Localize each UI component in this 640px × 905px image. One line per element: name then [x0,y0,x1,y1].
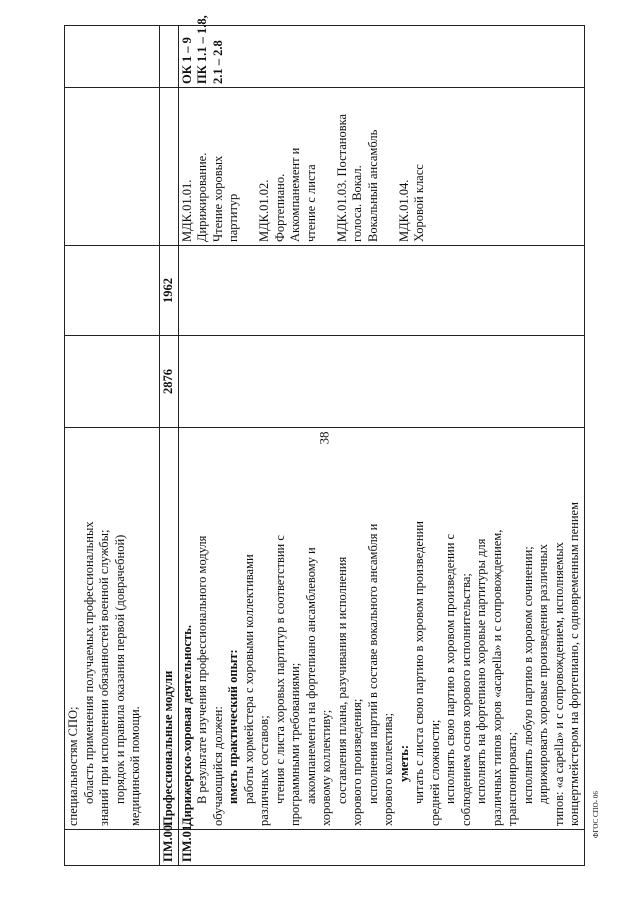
pm00-title: Профессиональные модули [160,428,179,830]
footer-label: ФГОС СПО- 06 [592,791,600,838]
mdk-line: Чтение хоровых [210,155,225,242]
standard-table [64,15,585,866]
mdk-line: МДК.01.01. [179,179,194,242]
pm01-line: иметь практический опыт: [226,649,240,804]
pm01-line: транспонировать; [505,731,519,826]
pm01-line: исполнять любую партию в хоровом сочинении; [520,546,535,804]
row0-line: порядок и правила оказания первой (доврачебной) [112,534,127,804]
pm01-line: хорового произведения; [350,698,364,826]
row0-competencies-cell [65,26,160,88]
pm01-line: различных составов; [257,715,271,826]
mdk-line [381,91,397,242]
table-row-pm01 [178,26,584,866]
competency-line: ПК 1.1 – 1.8, [195,15,209,84]
mdk-line: Фортепиано. [272,173,287,242]
pm01-line: различных типов хоров «acapella» и с сопровождением, [489,529,504,826]
pm01-total-cell [178,336,584,428]
pm01-lines [180,431,583,826]
pm01-line: хоровому коллективу; [319,709,333,826]
pm01-line: соблюдением основ хорового исполнительства; [458,573,473,826]
pm01-line: читать с листа свою партию в хоровом произведении [412,521,426,804]
pm01-line: составления плана, разучивания и исполнения [334,556,349,804]
mdk-line: Дирижирование. [195,152,209,242]
pm01-line: дирижировать хоровые произведения различных [536,543,550,804]
row0-line: область применения получаемых профессиональных [81,521,96,804]
pm01-line: средней сложности; [427,719,442,826]
mdk-line: Аккомпанемент и [288,147,302,242]
table-row-pm00 [160,26,179,866]
pm00-hours: 1962 [160,246,179,336]
pm01-line: исполнять на фортепиано хоровые партитуры для [474,538,488,804]
mdk-line: голоса. Вокал. [350,165,364,242]
mdk-line [319,91,335,242]
competency-line: ОК 1 – 9 [179,37,194,84]
mdk-line: чтение с листа [303,164,318,242]
row0-content-cell [65,428,160,830]
pm01-line: уметь: [396,744,411,782]
mdk-line: МДК.01.04. [396,179,411,242]
mdk-line: МДК.01.02. [257,179,271,242]
row0-line: знаний при исполнении обязанностей военной службы; [97,529,111,826]
pm00-competencies-cell [160,26,179,88]
row0-mdk-cell [65,88,160,246]
pm01-competencies-cell [178,15,584,88]
pm00-total: 2876 [160,336,179,428]
competency-list [179,15,227,84]
pm01-line: типов: «а capella» и с сопровождением, исполняемых [551,542,566,826]
row0-code-cell [65,830,160,866]
mdk-line: Хоровой класс [412,164,426,242]
rotated-table-container [64,15,640,866]
pm01-line: аккомпанемента на фортепиано ансамблевому и [303,547,318,804]
row0-line: специальностям СПО; [66,706,80,826]
pm01-line: обучающийся должен: [210,706,225,826]
pm01-line: исполнения партий в составе вокального ансамбля и [365,523,380,804]
pm01-line: работы хормейстера с хоровыми коллективами [241,554,256,804]
pm01-line: чтения с листа хоровых партитур в соответствии с [272,535,287,804]
mdk-line: Вокальный ансамбль [365,129,380,242]
pm01-hours-cell [178,246,584,336]
row0-line: медицинской помощи. [128,706,142,826]
table-row-continuation [65,26,160,866]
mdk-line: МДК.01.03. Постановка [334,113,349,242]
competency-line: 2.1 – 2.8 [210,40,225,84]
pm01-content-cell [178,428,584,830]
pm00-code: ПМ.00. [160,830,179,866]
pm01-line: хорового коллектива; [381,712,395,826]
pm00-mdk-cell [160,88,179,246]
mdk-list [180,91,428,242]
mdk-line: партитур [226,193,240,242]
pm01-line: исполнять свою партию в хоровом произведении с [443,533,457,804]
mdk-line [242,91,258,242]
row0-hours-cell [65,246,160,336]
page-number: 38 [316,431,332,445]
pm01-code: ПМ.01. [178,830,584,866]
pm01-line: концертмейстером на фортепиано, с одновременным пением [567,502,581,826]
pm01-line: В результате изучения профессионального модуля [195,535,209,804]
pm01-line: Дирижерско-хоровая деятельность. [179,625,194,826]
row0-total-cell [65,336,160,428]
pm01-mdk-cell [178,88,584,246]
pm01-line: программными требованиями; [288,662,302,826]
